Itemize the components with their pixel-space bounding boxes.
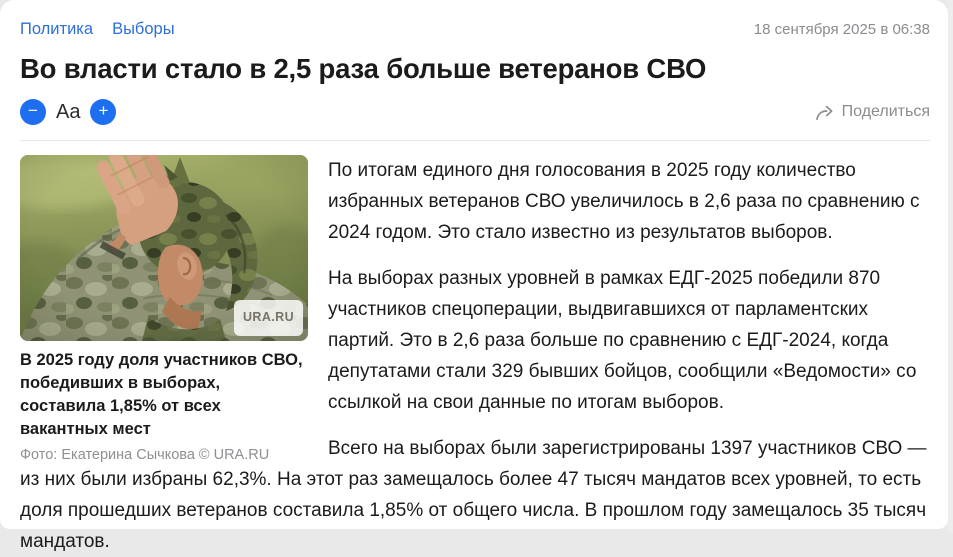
photo-credit: Фото: Екатерина Сычкова © URA.RU <box>20 447 270 463</box>
share-icon <box>815 104 834 121</box>
divider <box>20 140 930 141</box>
plus-icon: + <box>98 101 109 120</box>
article-photo <box>20 155 308 341</box>
minus-icon: − <box>28 101 38 120</box>
article-paragraph-1: По итогам единого дня голосования в 2025 году количество избранных ветеранов СВО увеличилось в 2,6 раза по сравнению с 2024 годом. Это стало известно из результатов выборов. <box>328 160 920 243</box>
article-body <box>20 155 930 557</box>
font-increase-button[interactable] <box>90 99 116 125</box>
toolbar <box>20 99 930 125</box>
share-label: Поделиться <box>841 103 930 120</box>
photo-caption: В 2025 году доля участников СВО, победивших в выборах, составила 1,85% от всех вакантных мест <box>20 351 303 438</box>
breadcrumb-elections[interactable]: Выборы <box>112 20 175 38</box>
watermark-badge: URA.RU <box>234 300 303 336</box>
breadcrumb <box>20 20 175 39</box>
share-button[interactable] <box>815 103 930 121</box>
article-title: Во власти стало в 2,5 раза больше ветеранов СВО <box>20 53 707 84</box>
article-paragraph-2: На выборах разных уровней в рамках ЕДГ-2025 победили 870 участников спецоперации, выдвигавшихся от парламентских партий. Это в 2,6 раза больше по сравнению с ЕДГ-2024, когда депутатами стали 329 бывших бойцов, сообщили «Ведомости» со ссылкой на свои данные по итогам выборов. <box>328 268 917 413</box>
article-header <box>20 20 930 39</box>
font-size-label: Aa <box>56 100 81 123</box>
scrollbar-track[interactable] <box>948 0 953 533</box>
article-figure <box>20 155 308 464</box>
publish-date: 18 сентября 2025 в 06:38 <box>753 21 930 38</box>
font-size-controls <box>20 99 116 125</box>
font-decrease-button[interactable] <box>20 99 46 125</box>
breadcrumb-politics[interactable]: Политика <box>20 20 94 38</box>
article-paragraph-3: Всего на выборах были зарегистрированы 1397 участников СВО — из них были избраны 62,3%. На этот раз замещалось более 47 тысяч мандатов всех уровней, то есть доля прошедших ветеранов составила 1,85% от общего числа. В прошлом году замещалось 35 тысяч мандатов. <box>20 438 927 552</box>
